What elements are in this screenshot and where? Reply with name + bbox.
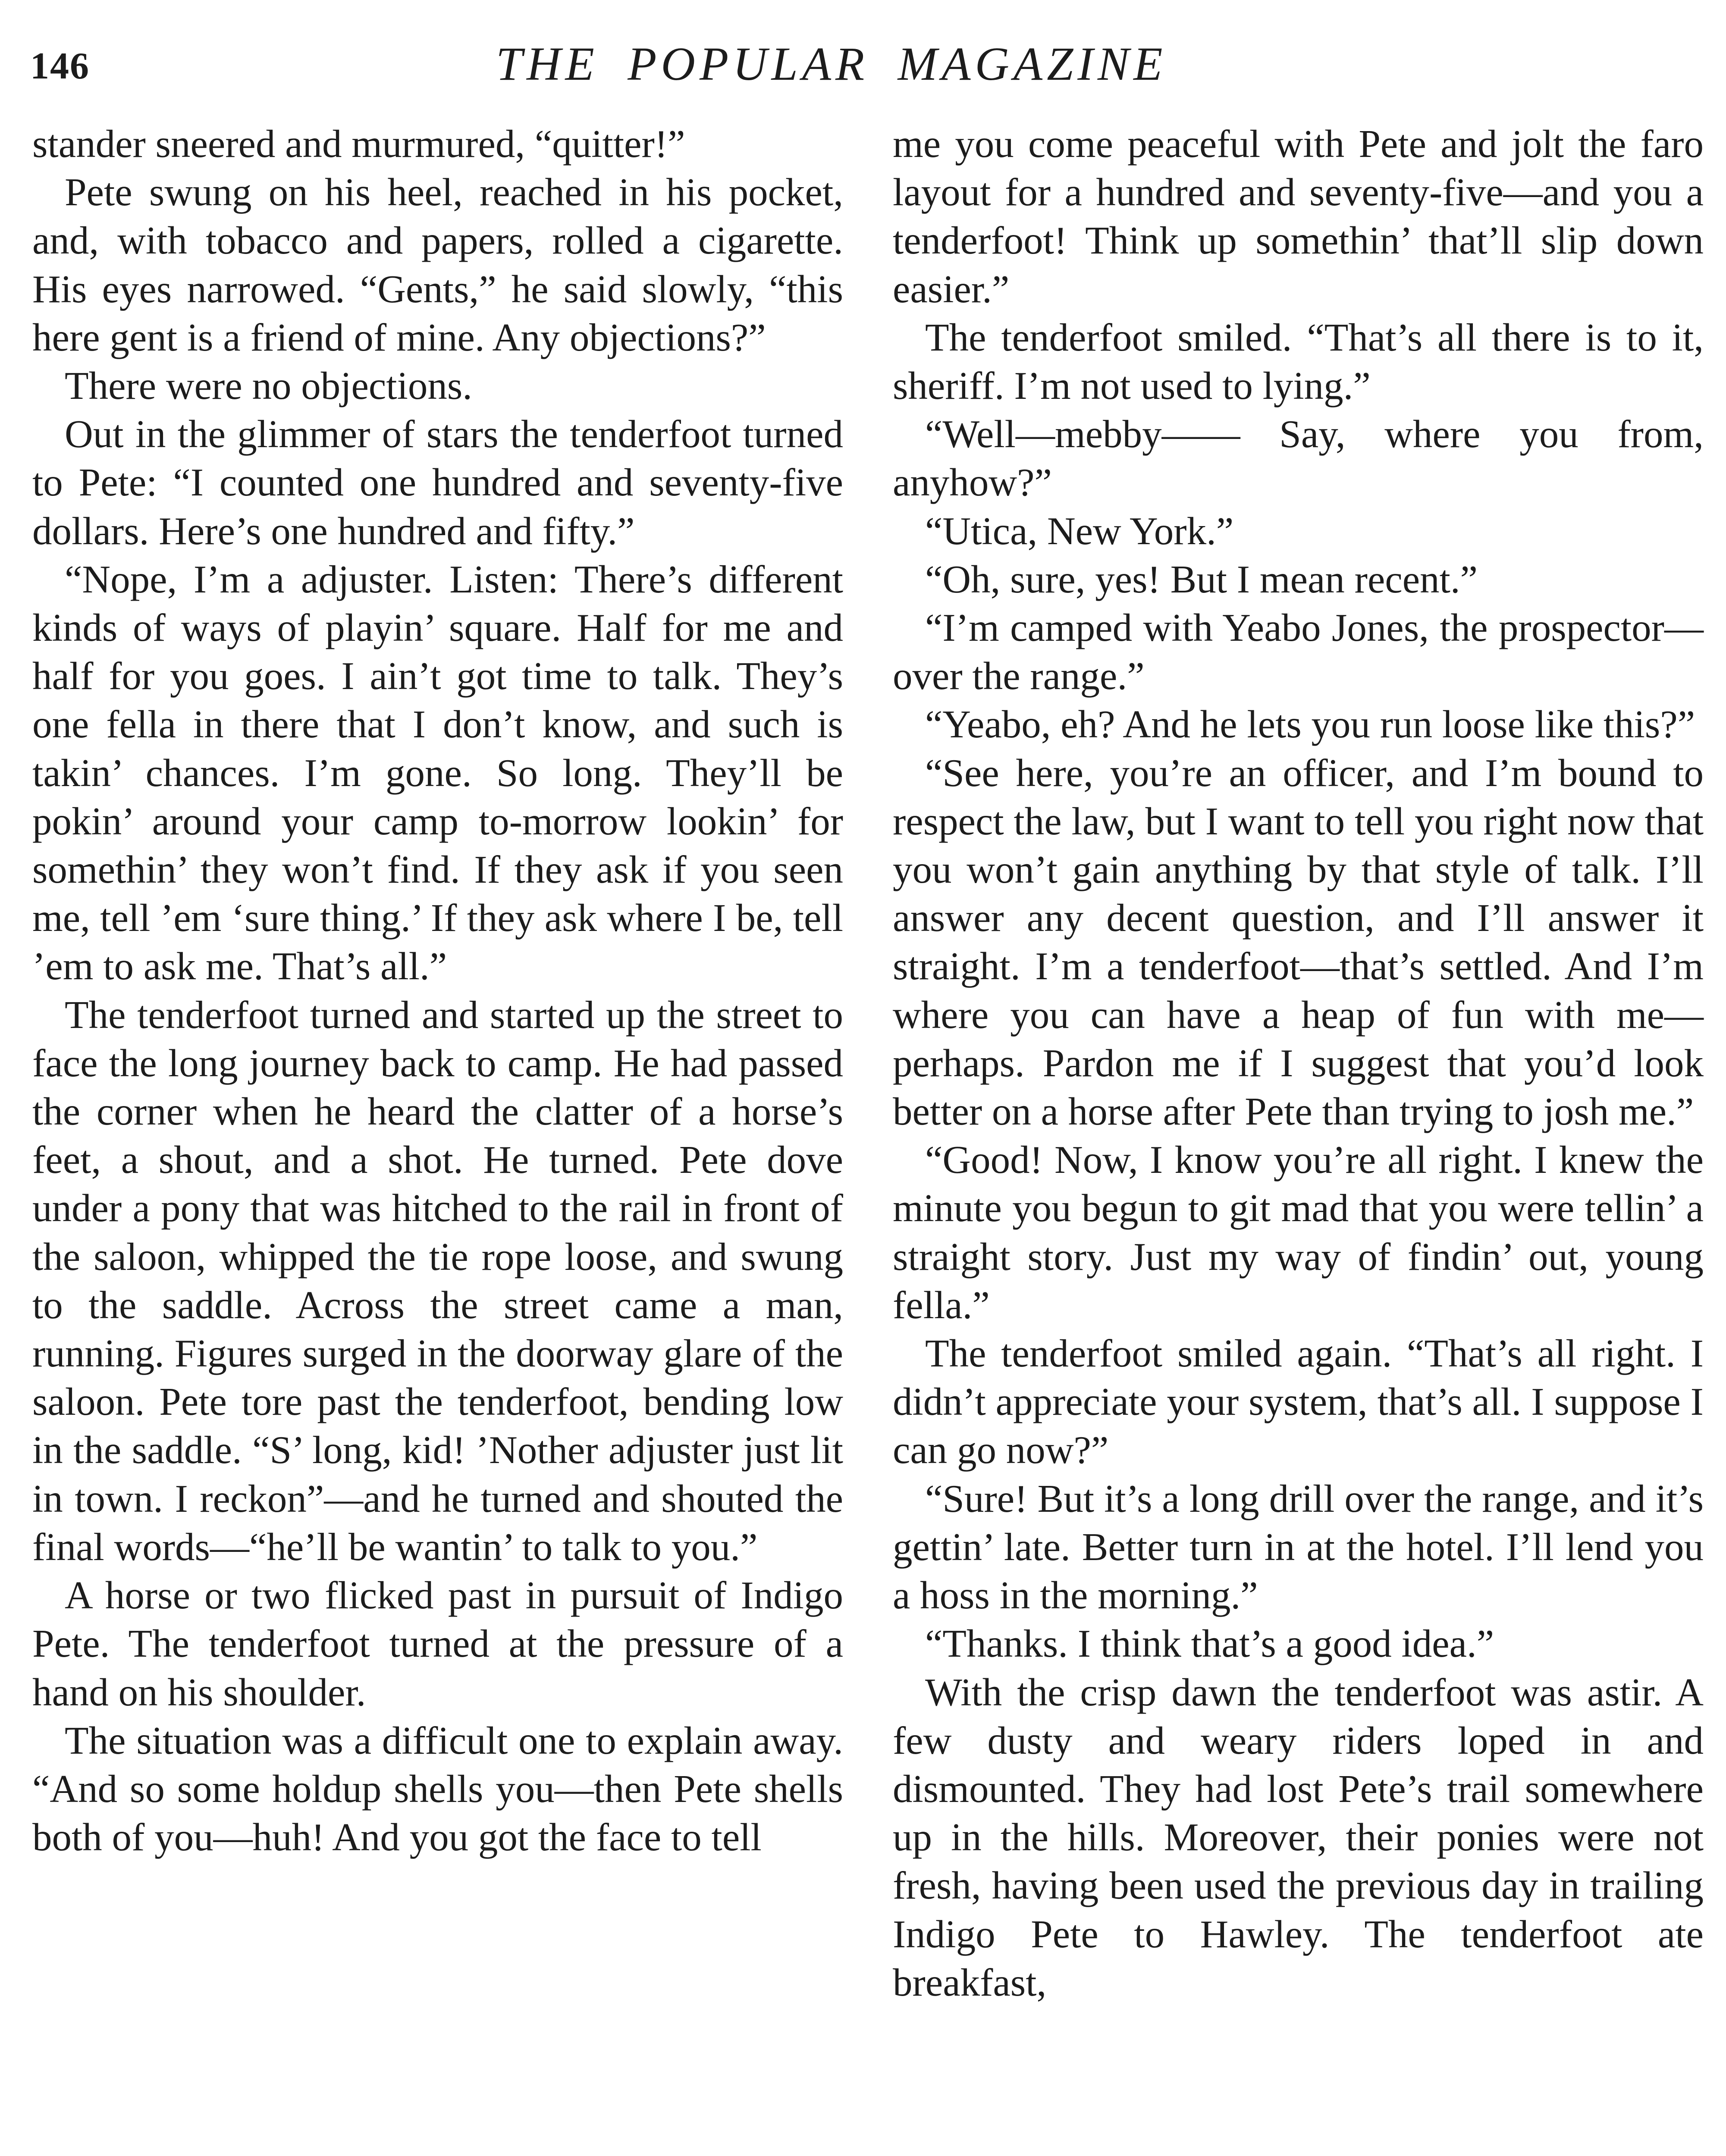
paragraph: “Yeabo, eh? And he lets you run loose like this?”	[925, 702, 1695, 746]
paragraph: Pete swung on his heel, reached in his pocket, and, with tobacco and papers, rolled a cigarette. His eyes narrowed. “Gents,” he said slowly, “this here gent is a friend of mine. Any objections?”	[32, 170, 843, 359]
paragraph: “Utica, New York.”	[925, 509, 1234, 553]
paragraph: The tenderfoot smiled again. “That’s all right. I didn’t appreciate your system, that’s all. I suppose I can go now?”	[893, 1332, 1704, 1472]
paragraph: “Nope, I’m a adjuster. Listen: There’s different kinds of ways of playin’ square. Half for me and half for you goes. I ain’t got time to talk. They’s one fella in there that I don’t know, and such is takin’ chances. I’m gone. So long. They’ll be pokin’ around your camp to-morrow lookin’ for somethin’ they won’t find. If they ask if you seen me, tell ’em ‘sure thing.’ If they ask where I be, tell ’em to ask me. That’s all.”	[32, 557, 843, 988]
paragraph: “Good! Now, I know you’re all right. I knew the minute you begun to git mad that you were tellin’ a straight story. Just my way of findin’ out, young fella.”	[893, 1138, 1704, 1327]
paragraph: “I’m camped with Yeabo Jones, the prospector—over the range.”	[893, 606, 1704, 698]
paragraph: stander sneered and murmured, “quitter!”	[32, 122, 685, 166]
paragraph: me you come peaceful with Pete and jolt the faro layout for a hundred and seventy-five—and you a tenderfoot! Think up somethin’ that’ll slip down easier.”	[893, 122, 1704, 311]
paragraph: A horse or two flicked past in pursuit of Indigo Pete. The tenderfoot turned at the pressure of a hand on his shoulder.	[32, 1573, 843, 1714]
paragraph: With the crisp dawn the tenderfoot was astir. A few dusty and weary riders loped in and dismounted. They had lost Pete’s trail somewhere up in the hills. Moreover, their ponies were not fresh, having been used the previous day in trailing Indigo Pete to Hawley. The tenderfoot ate breakfast,	[893, 1670, 1704, 2004]
magazine-title: THE POPULAR MAGAZINE	[496, 38, 1167, 90]
paragraph: The tenderfoot turned and started up the street to face the long journey back to camp. He had passed the corner when he heard the clatter of a horse’s feet, a shout, and a shot. He turned. Pete dove under a pony that was hitched to the rail in front of the saloon, whipped the tie rope loose, and swung to the saddle. Across the street came a man, running. Figures surged in the doorway glare of the saloon. Pete tore past the tenderfoot, bending low in the saddle. “S’ long, kid! ’Nother adjuster just lit in town. I reckon”—and he turned and shouted the final words—“he’ll be wantin’ to talk to you.”	[32, 993, 843, 1569]
paragraph: “Thanks. I think that’s a good idea.”	[925, 1622, 1494, 1666]
paragraph: “See here, you’re an officer, and I’m bound to respect the law, but I want to tell you right now that you won’t gain anything by that style of talk. I’ll answer any decent question, and I’ll answer it straight. I’m a tenderfoot—that’s settled. And I’m where you can have a heap of fun with me—perhaps. Pardon me if I suggest that you’d look better on a horse after Pete than trying to josh me.”	[893, 751, 1704, 1134]
page-number: 146	[30, 45, 90, 87]
paragraph: There were no objections.	[65, 364, 473, 408]
running-head	[30, 37, 1704, 101]
paragraph: The tenderfoot smiled. “That’s all there is to it, sheriff. I’m not used to lying.”	[893, 315, 1704, 408]
paragraph: “Sure! But it’s a long drill over the range, and it’s gettin’ late. Better turn in at the hotel. I’ll lend you a hoss in the morning.”	[893, 1476, 1704, 1617]
paragraph: “Oh, sure, yes! But I mean recent.”	[925, 557, 1478, 601]
paragraph: Out in the glimmer of stars the tenderfoot turned to Pete: “I counted one hundred and seventy-five dollars. Here’s one hundred and fifty.”	[32, 412, 843, 553]
paragraph: “Well—mebby—— Say, where you from, anyhow?”	[893, 412, 1704, 505]
left-column	[32, 120, 843, 1861]
paragraph: The situation was a difficult one to explain away. “And so some holdup shells you—then Pete shells both of you—huh! And you got the face to tell	[32, 1718, 843, 1859]
right-column	[893, 120, 1704, 2007]
